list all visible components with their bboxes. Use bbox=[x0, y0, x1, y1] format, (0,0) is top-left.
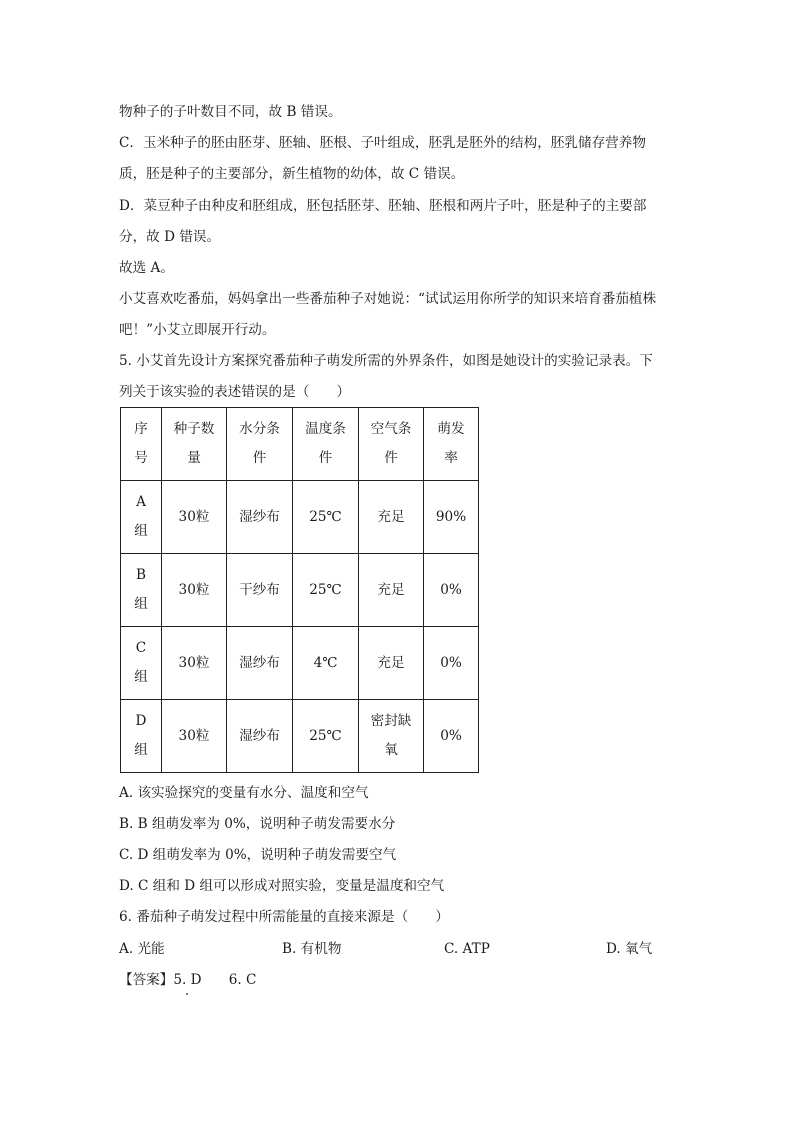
q6-option-c: C. ATP bbox=[444, 941, 490, 957]
table-row bbox=[121, 554, 479, 627]
water-cell: 湿纱布 bbox=[227, 700, 293, 773]
header-cell: 空气条 件 bbox=[359, 408, 424, 481]
header-cell: 水分条 件 bbox=[227, 408, 293, 481]
table-row bbox=[121, 627, 479, 700]
header-cell: 萌发 率 bbox=[424, 408, 479, 481]
question-6-stem: 6. 番茄种子萌发过程中所需能量的直接来源是（ ） bbox=[119, 909, 449, 925]
air-cell: 密封缺 氧 bbox=[359, 700, 424, 773]
text-line: 分，故 D 错误。 bbox=[119, 229, 221, 245]
question-5-stem-cont: 列关于该实验的表述错误的是（ ） bbox=[119, 384, 351, 400]
rate-cell: 0% bbox=[424, 627, 479, 700]
temp-cell: 4℃ bbox=[293, 627, 359, 700]
option-c: C. D 组萌发率为 0%，说明种子萌发需要空气 bbox=[119, 847, 397, 863]
rate-cell: 0% bbox=[424, 700, 479, 773]
temp-cell: 25℃ bbox=[293, 554, 359, 627]
text-line: 小艾喜欢吃番茄，妈妈拿出一些番茄种子对她说：“试试运用你所学的知识来培育番茄植株 bbox=[119, 291, 657, 307]
group-cell: B 组 bbox=[121, 554, 162, 627]
table-header-row bbox=[121, 408, 479, 481]
group-cell: D 组 bbox=[121, 700, 162, 773]
water-cell: 干纱布 bbox=[227, 554, 293, 627]
seeds-cell: 30粒 bbox=[162, 554, 227, 627]
option-a: A. 该实验探究的变量有水分、温度和空气 bbox=[119, 785, 369, 801]
answer-line: 【答案】5. D 6. C bbox=[119, 972, 257, 988]
text-line: 质，胚是种子的主要部分，新生植物的幼体，故 C 错误。 bbox=[119, 166, 465, 182]
air-cell: 充足 bbox=[359, 627, 424, 700]
rate-cell: 90% bbox=[424, 481, 479, 554]
header-cell: 序 号 bbox=[121, 408, 162, 481]
temp-cell: 25℃ bbox=[293, 700, 359, 773]
seeds-cell: 30粒 bbox=[162, 700, 227, 773]
temp-cell: 25℃ bbox=[293, 481, 359, 554]
header-cell: 种子数 量 bbox=[162, 408, 227, 481]
q6-option-a: A. 光能 bbox=[119, 941, 165, 957]
text-line: D．菜豆种子由种皮和胚组成，胚包括胚芽、胚轴、胚根和两片子叶，胚是种子的主要部 bbox=[119, 198, 647, 214]
group-cell: A 组 bbox=[121, 481, 162, 554]
table-row bbox=[121, 700, 479, 773]
option-b: B. B 组萌发率为 0%，说明种子萌发需要水分 bbox=[119, 816, 396, 832]
q6-option-d: D. 氧气 bbox=[606, 941, 653, 957]
group-cell: C 组 bbox=[121, 627, 162, 700]
seeds-cell: 30粒 bbox=[162, 481, 227, 554]
text-line: 物种子的子叶数目不同，故 B 错误。 bbox=[119, 104, 342, 120]
header-cell: 温度条 件 bbox=[293, 408, 359, 481]
text-line: C．玉米种子的胚由胚芽、胚轴、胚根、子叶组成，胚乳是胚外的结构，胚乳储存营养物 bbox=[119, 135, 646, 151]
question-5-stem: 5. 小艾首先设计方案探究番茄种子萌发所需的外界条件，如图是她设计的实验记录表。下 bbox=[119, 353, 653, 369]
stray-dot bbox=[186, 993, 188, 995]
air-cell: 充足 bbox=[359, 554, 424, 627]
air-cell: 充足 bbox=[359, 481, 424, 554]
seeds-cell: 30粒 bbox=[162, 627, 227, 700]
rate-cell: 0% bbox=[424, 554, 479, 627]
q6-option-b: B. 有机物 bbox=[282, 941, 342, 957]
option-d: D. C 组和 D 组可以形成对照实验，变量是温度和空气 bbox=[119, 878, 445, 894]
text-line: 故选 A。 bbox=[119, 260, 174, 276]
water-cell: 湿纱布 bbox=[227, 627, 293, 700]
water-cell: 湿纱布 bbox=[227, 481, 293, 554]
table-row bbox=[121, 481, 479, 554]
experiment-table bbox=[120, 407, 479, 773]
text-line: 吧！”小艾立即展开行动。 bbox=[119, 322, 276, 338]
